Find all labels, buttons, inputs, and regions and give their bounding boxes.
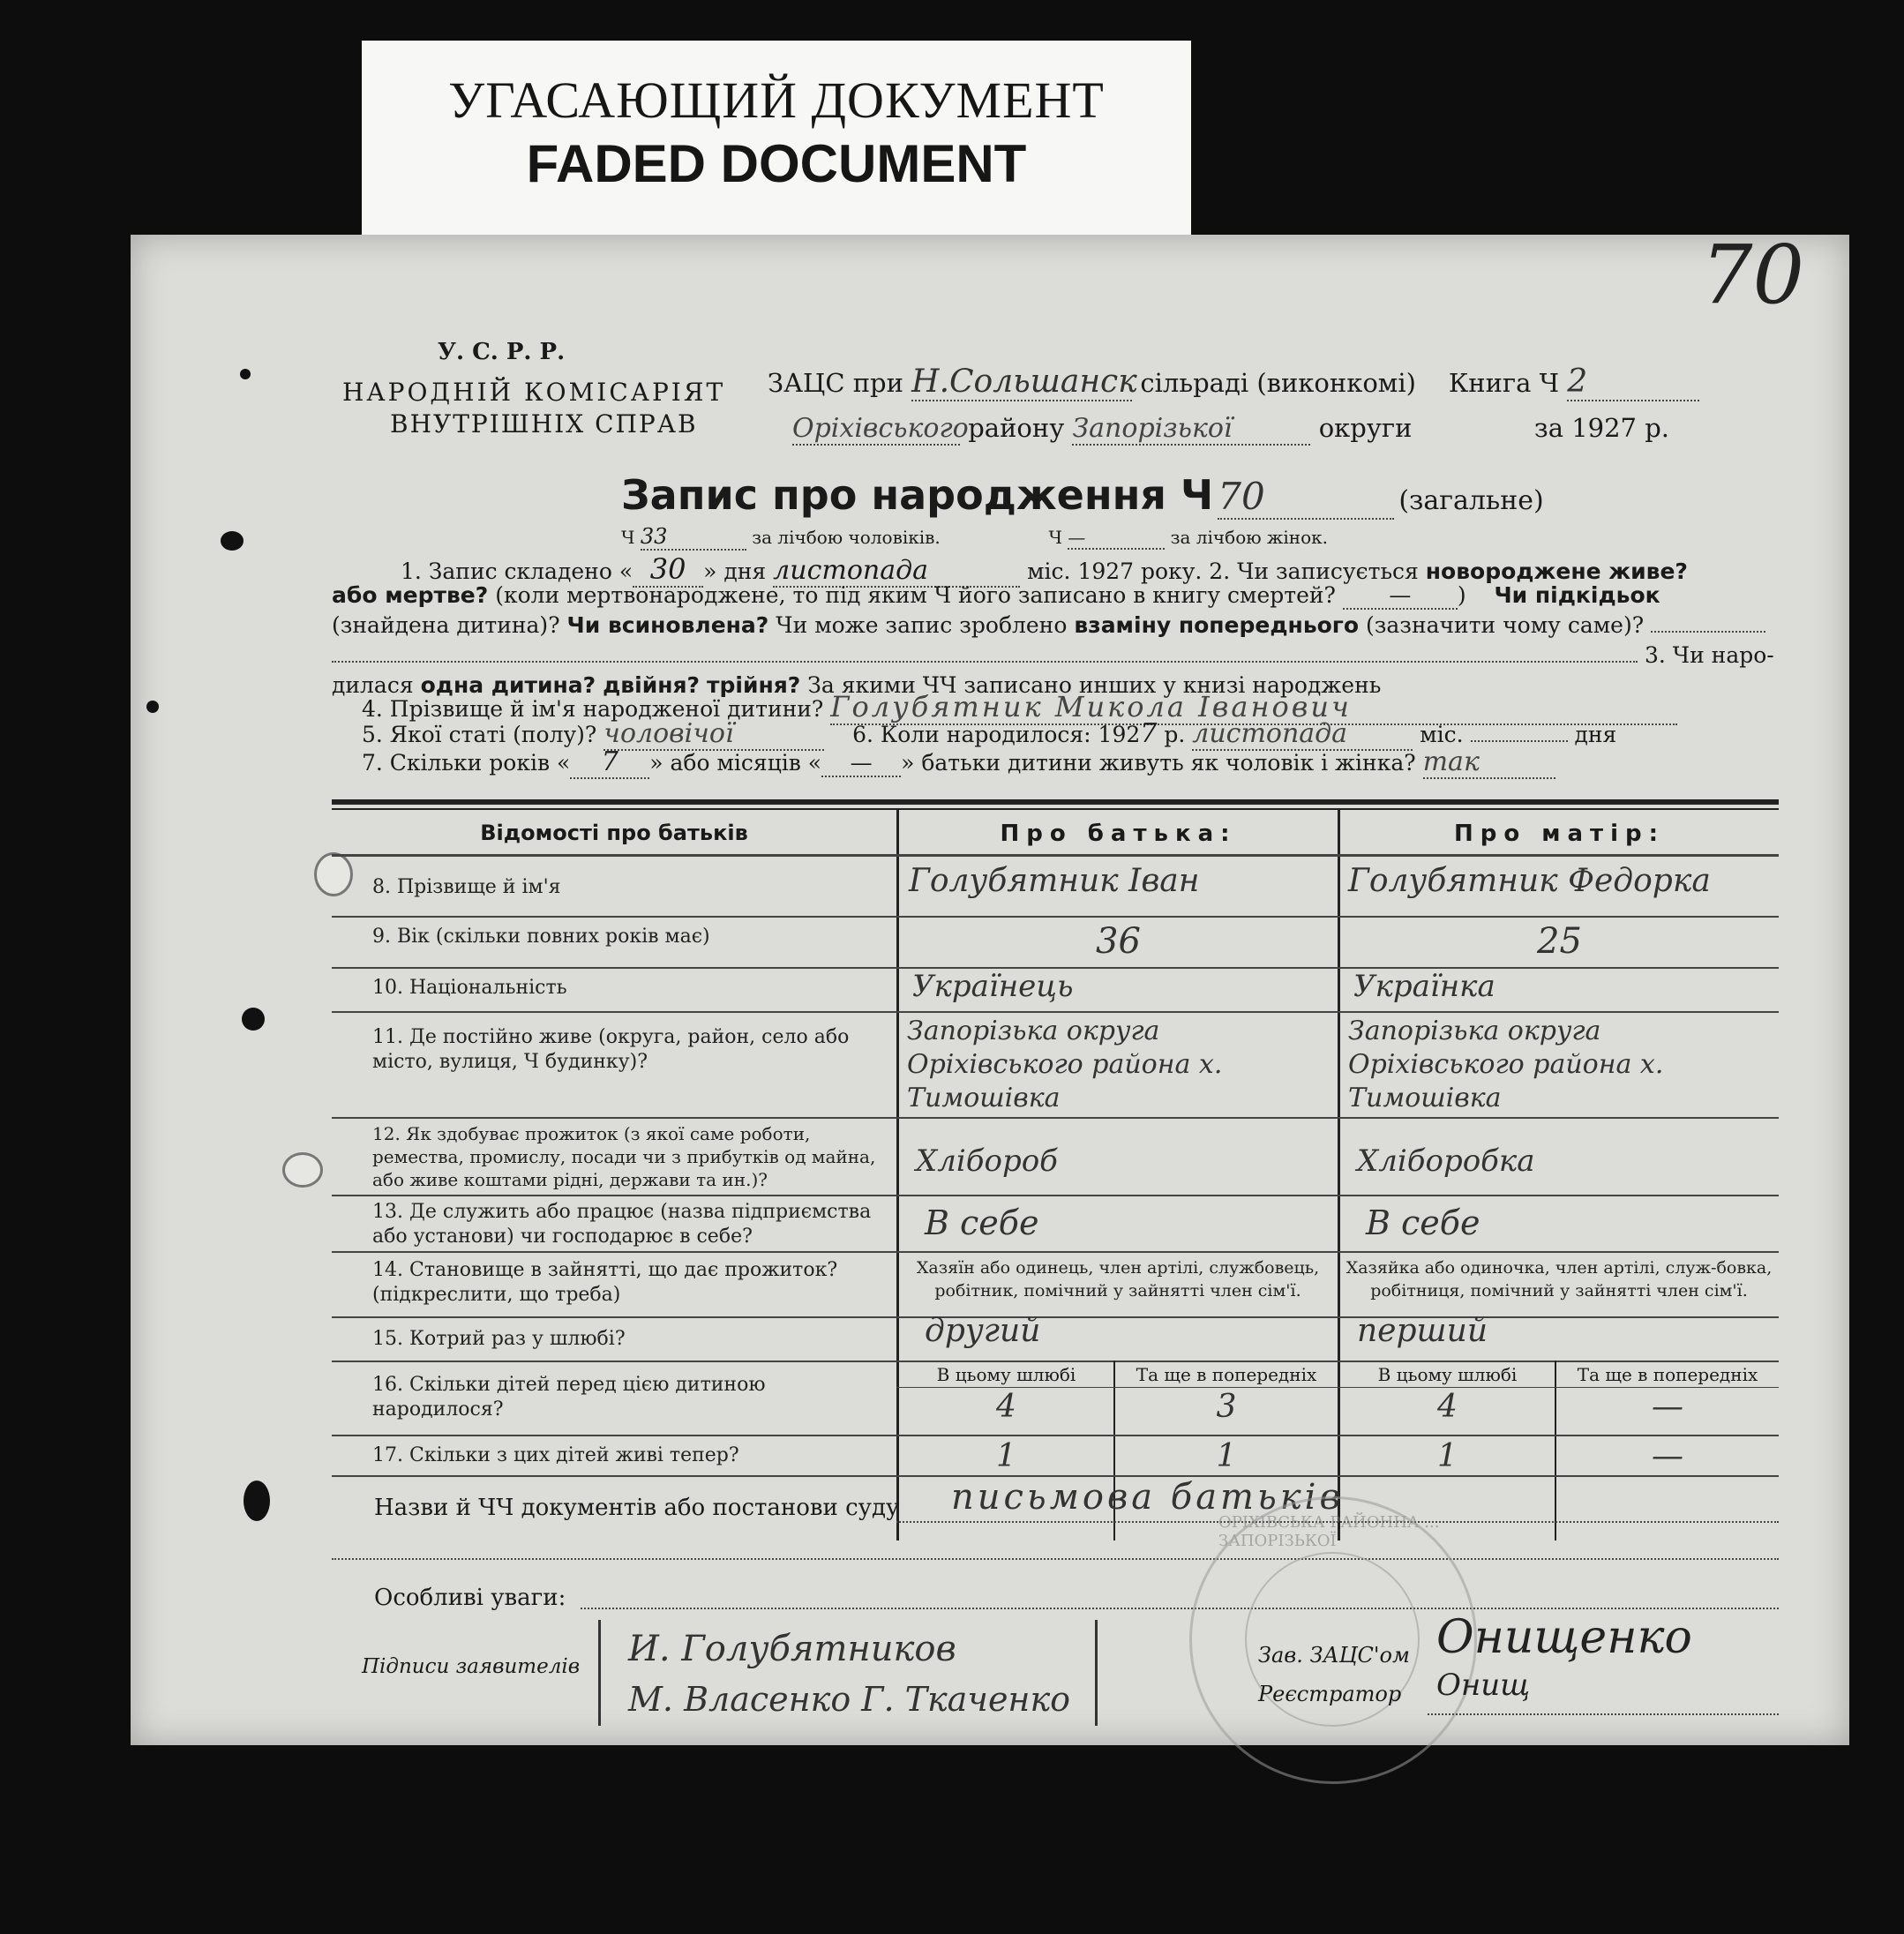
mother-age: 25 xyxy=(1537,921,1582,962)
q1-day: 30 xyxy=(633,552,703,588)
faded-label-ru: УГАСАЮЩИЙ ДОКУМЕНТ xyxy=(448,71,1105,129)
stamp-text: ОРІХІВСЬКА РАЙОННА ... ЗАПОРІЗЬКОЇ xyxy=(1218,1513,1440,1550)
q3-c: За якими ЧЧ записано инших у книзі народжень xyxy=(807,672,1382,698)
q7-a: 7. Скільки років « xyxy=(362,750,571,776)
q6-year: 7 xyxy=(1140,718,1158,749)
q7-months: — xyxy=(821,750,901,777)
question-7 xyxy=(362,746,1555,779)
applicant-signature-1: И. Голубятников xyxy=(628,1629,956,1669)
q3-bold2: двійня? xyxy=(603,672,701,698)
q3-start-line xyxy=(332,642,1774,668)
q2b-c: (зазначити чому саме)? xyxy=(1366,612,1645,638)
head-signature: Онищенко xyxy=(1436,1611,1692,1664)
q2b-b: Чи може запис зроблено xyxy=(776,612,1068,638)
mother-occupation: Хліборобка xyxy=(1357,1143,1535,1179)
father-nationality: Українець xyxy=(912,969,1074,1004)
table-top-rule xyxy=(332,799,1779,805)
question-2b xyxy=(332,612,1765,638)
mother-marriage-count: перший xyxy=(1357,1313,1488,1349)
title-suffix: (загальне) xyxy=(1398,485,1544,516)
father-sub-prev: Та ще в попередніх xyxy=(1136,1364,1317,1385)
row-rule xyxy=(332,916,1779,918)
notes-label: Особливі уваги: xyxy=(374,1585,566,1611)
female-number: — xyxy=(1068,527,1165,550)
row-label-13: 13. Де служить або працює (назва підприємства або установи) чи господарює в себе? xyxy=(372,1201,872,1248)
ussr-label: У. С. Р. Р. xyxy=(437,339,566,365)
q5-value: чоловічої xyxy=(603,718,824,751)
district-label: району xyxy=(968,413,1065,443)
punch-hole xyxy=(221,531,244,551)
q1-text-a: 1. Запис складено « xyxy=(401,558,633,584)
q3-bold3: трійня? xyxy=(707,672,801,698)
okruga-value: Запорізької xyxy=(1072,413,1310,446)
male-prefix: Ч xyxy=(621,527,635,548)
q2b-bold1: Чи всиновлена? xyxy=(566,612,769,638)
male-number: 33 xyxy=(641,524,746,551)
father-sub-this: В цьому шлюбі xyxy=(936,1364,1076,1385)
q7-c: » батьки дитини живуть як чоловік і жінка? xyxy=(901,750,1416,776)
registrar-signature: Онищ xyxy=(1436,1668,1531,1703)
q2b-bold2: взаміну попереднього xyxy=(1074,612,1360,638)
applicants-sign-label: Підписи заявителів xyxy=(362,1655,581,1678)
official-stamp xyxy=(1189,1496,1477,1784)
mother-status-options: Хазяйка або одиночка, член артілі, служ-бовка, робітниця, помічний у зайнятті член сім'ї. xyxy=(1346,1258,1773,1301)
q7-value: так xyxy=(1423,746,1555,779)
row-label-14: 14. Становище в зайнятті, що дає прожиток? (підкреслити, що треба) xyxy=(372,1259,838,1306)
mother-sub-this: В цьому шлюбі xyxy=(1377,1364,1518,1385)
mother-children-this: 4 xyxy=(1437,1389,1458,1425)
female-label: за лічбою жінок. xyxy=(1170,527,1329,548)
q7-b: » або місяців « xyxy=(649,750,822,776)
birth-record-form xyxy=(131,228,1849,1745)
punch-hole xyxy=(244,1480,270,1521)
row-rule xyxy=(332,1195,1779,1196)
father-children-prev: 3 xyxy=(1216,1389,1237,1425)
row-rule xyxy=(332,1251,1779,1253)
q2-end: ) xyxy=(1457,582,1466,608)
mother-workplace: В себе xyxy=(1366,1203,1480,1242)
father-marriage-count: другий xyxy=(925,1313,1041,1349)
mother-residence: Запорізька округа Оріхівського района х. Тимошівка xyxy=(1348,1016,1664,1113)
father-workplace: В себе xyxy=(925,1203,1039,1242)
row-rule xyxy=(896,1387,1779,1388)
father-status-options: Хазяїн або одинець, член артілі, службовець, робітник, помічний у зайнятті член сім'ї. xyxy=(916,1258,1320,1301)
q2-value: — xyxy=(1343,582,1458,610)
father-col-head: Про батька: xyxy=(1000,821,1237,847)
page-number: 70 xyxy=(1701,228,1805,322)
table-col-head: Відомості про батьків xyxy=(480,821,748,845)
head-label: Зав. ЗАЦС'ом xyxy=(1258,1643,1410,1668)
q2-bold2: Чи підкідьок xyxy=(1494,582,1660,608)
female-prefix: Ч xyxy=(1048,527,1062,548)
q6-mis: міс. xyxy=(1420,722,1464,747)
q1-bold: новороджене живе? xyxy=(1425,558,1688,584)
row-rule xyxy=(332,1361,1779,1362)
book-label: Книга Ч xyxy=(1448,368,1560,398)
mother-alive-prev: — xyxy=(1652,1438,1683,1474)
count-line xyxy=(621,524,1328,551)
table-top-rule-thin xyxy=(332,808,1779,810)
q4-label: 4. Прізвище й ім'я народженої дитини? xyxy=(362,696,824,722)
q2-bold1: або мертве? xyxy=(332,582,489,608)
q3-a: 3. Чи наро- xyxy=(1644,642,1774,668)
table-header-rule xyxy=(332,854,1779,857)
row-label-9: 9. Вік (скільки повних років має) xyxy=(372,926,710,948)
table-col-divider xyxy=(1338,808,1340,1540)
q6-r: р. xyxy=(1164,722,1186,747)
district-value: Оріхівського xyxy=(792,413,969,444)
mother-surname: Голубятник Федорка xyxy=(1348,863,1711,899)
q3-b: дилася xyxy=(332,672,414,698)
q6-label: 6. Коли народилося: 192 xyxy=(852,722,1141,747)
book-number: 2 xyxy=(1567,364,1699,401)
punch-hole xyxy=(242,1008,265,1031)
district-line xyxy=(792,413,1669,446)
zags-place: Н.Сольшанск xyxy=(911,364,1137,400)
row-label-12: 12. Як здобуває прожиток (з якої саме роботи, ремества, промислу, посади чи з прибутків од майна, або живе коштами рідні, держави та ин.)? xyxy=(372,1123,876,1190)
ring-mark xyxy=(314,852,353,896)
punch-hole xyxy=(146,701,159,713)
father-alive-this: 1 xyxy=(996,1438,1016,1474)
row-label-11: 11. Де постійно живе (округа, район, село або місто, вулиця, Ч будинку)? xyxy=(372,1026,850,1073)
row-label-16: 16. Скільки дітей перед цією дитиною народилося? xyxy=(372,1374,766,1421)
mother-alive-this: 1 xyxy=(1437,1438,1458,1474)
row-rule xyxy=(332,1011,1779,1013)
q1-text-b: » дня xyxy=(703,558,767,584)
faded-label-en: FADED DOCUMENT xyxy=(526,134,1027,193)
commissariat-line2: ВНУТРІШНІХ СПРАВ xyxy=(390,409,698,439)
father-alive-prev: 1 xyxy=(1216,1438,1237,1474)
q7-years: 7 xyxy=(570,746,649,779)
row-label-15: 15. Котрий раз у шлюбі? xyxy=(372,1328,626,1350)
zags-suffix: сільраді (виконкомі) xyxy=(1140,368,1416,398)
q1-text-c: міс. 1927 року. 2. Чи записується xyxy=(1027,558,1419,584)
q1-month: листопада xyxy=(773,555,1020,588)
okruga-label: округи xyxy=(1318,413,1413,443)
q3-bold1: одна дитина? xyxy=(420,672,596,698)
documents-value: письмова батьків xyxy=(951,1477,1344,1518)
documents-rule-2 xyxy=(332,1558,1779,1562)
table-col-divider xyxy=(896,808,899,1540)
mother-nationality: Українка xyxy=(1353,969,1495,1004)
applicant-signature-2: М. Власенко Г. Ткаченко xyxy=(628,1680,1071,1719)
q6-day-label: дня xyxy=(1574,722,1617,747)
q4-value: Голубятник Микола Іванович xyxy=(830,690,1677,725)
faded-document-label xyxy=(362,41,1191,242)
zags-prefix: ЗАЦС при xyxy=(768,368,903,398)
q2-text: (коли мертвонароджене, то під яким Ч його записано в книгу смертей? xyxy=(495,582,1336,608)
registrar-label: Реєстратор xyxy=(1258,1682,1402,1706)
year-label: за 1927 р. xyxy=(1533,413,1670,443)
documents-label: Назви й ЧЧ документів або постанови суду xyxy=(374,1495,900,1521)
punch-hole xyxy=(240,369,251,379)
mother-sub-prev: Та ще в попередніх xyxy=(1577,1364,1758,1385)
mother-children-prev: — xyxy=(1652,1389,1683,1425)
title-number: 70 xyxy=(1218,475,1394,520)
footer-rule xyxy=(1428,1713,1779,1717)
father-age: 36 xyxy=(1096,921,1141,962)
row-label-8: 8. Прізвище й ім'я xyxy=(372,876,561,898)
father-residence: Запорізька округа Оріхівського района х. Тимошівка xyxy=(907,1016,1223,1113)
row-label-10: 10. Національність xyxy=(372,977,567,999)
q6-month: листопада xyxy=(1192,718,1413,751)
question-2 xyxy=(332,582,1660,610)
father-occupation: Хлібороб xyxy=(916,1143,1058,1179)
zags-line xyxy=(768,364,1699,401)
row-rule xyxy=(332,1435,1779,1436)
row-rule xyxy=(332,1117,1779,1119)
mother-col-head: Про матір: xyxy=(1453,821,1666,847)
commissariat-line1: НАРОДНІЙ КОМІСАРІЯТ xyxy=(342,378,726,407)
father-surname: Голубятник Іван xyxy=(909,863,1200,899)
title-text: Запис про народження Ч xyxy=(621,471,1214,519)
ring-mark xyxy=(282,1152,323,1188)
row-rule xyxy=(332,1316,1779,1318)
q2b-a: (знайдена дитина)? xyxy=(332,612,560,638)
male-label: за лічбою чоловіків. xyxy=(752,527,941,548)
record-title xyxy=(621,471,1544,520)
q5-label: 5. Якої статі (полу)? xyxy=(362,722,597,747)
father-children-this: 4 xyxy=(996,1389,1016,1425)
row-label-17: 17. Скільки з цих дітей живі тепер? xyxy=(372,1444,739,1466)
